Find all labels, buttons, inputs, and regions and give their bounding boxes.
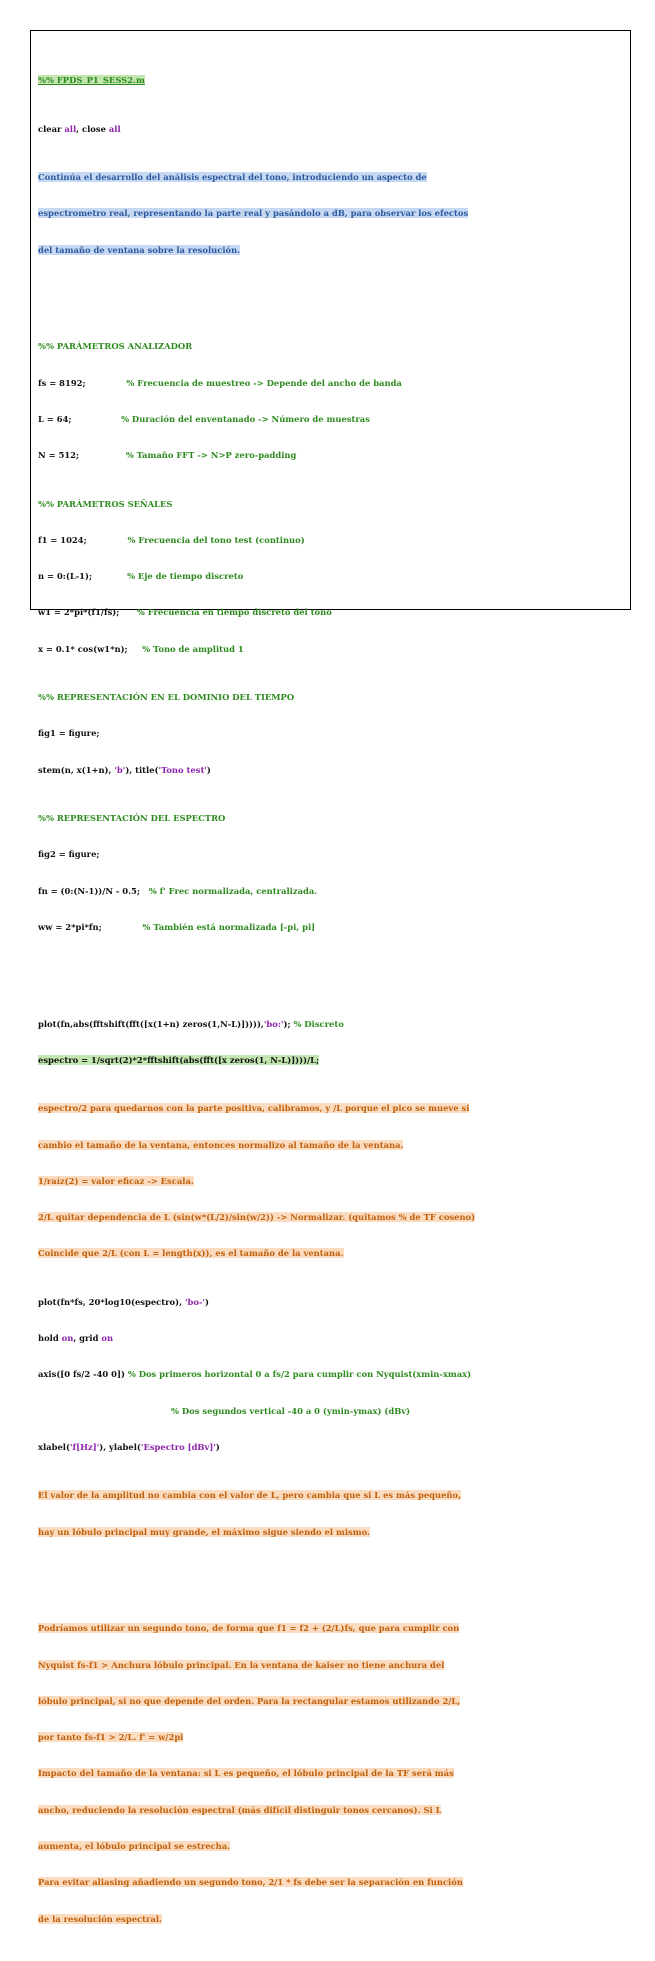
plot1-code-b: ); bbox=[283, 1018, 294, 1029]
f1-comment: % Frecuencia del tono test (continuo) bbox=[127, 534, 305, 545]
section-tiempo: %% REPRESENTACIÓN EN EL DOMINIO DEL TIEMPO bbox=[38, 692, 295, 703]
fn-line bbox=[38, 885, 624, 897]
axis-code: axis([0 fs/2 -40 0]) bbox=[38, 1369, 128, 1380]
blank-line bbox=[38, 292, 624, 304]
stem-line bbox=[38, 764, 624, 776]
L-code: L = 64; bbox=[38, 413, 122, 424]
section-senales: %% PARÁMETROS SEÑALES bbox=[38, 498, 173, 509]
ylabel-string: 'Espectro [dBv]' bbox=[140, 1441, 216, 1452]
L-line bbox=[38, 413, 624, 425]
L-comment: % Duración del enventanado -> Número de muestras bbox=[121, 413, 370, 424]
section-analizador: %% PARÁMETROS ANALIZADOR bbox=[38, 341, 193, 352]
n-comment: % Eje de tiempo discreto bbox=[127, 571, 244, 582]
orange-note-3-line-4 bbox=[38, 1731, 624, 1743]
grid-code: , grid bbox=[73, 1333, 102, 1344]
hold-on-keyword: on bbox=[61, 1333, 74, 1344]
orange-note-1-text-1: espectro/2 para quedarnos con la parte positiva, calibramos, y /L porque el pico se mueve si bbox=[38, 1103, 470, 1114]
axis-comment-1: % Dos primeros horizontal 0 a fs/2 para cumplir con Nyquist(xmin-xmax) bbox=[127, 1369, 472, 1380]
blue-comment-line-3 bbox=[38, 244, 624, 256]
ww-comment: % También está normalizada [-pi, pi] bbox=[142, 921, 316, 932]
orange-note-3-text-2: Nyquist fs-f1 > Anchura lóbulo principal. En la ventana de kaiser no tiene anchura del bbox=[38, 1659, 445, 1670]
orange-note-2-line-2 bbox=[38, 1526, 624, 1538]
fn-code: fn = (0:(N-1))/N - 0.5; bbox=[38, 885, 149, 896]
plot2-code-b: ) bbox=[205, 1296, 209, 1307]
orange-note-1-line-1 bbox=[38, 1102, 624, 1114]
plot2-string: 'bo-' bbox=[184, 1296, 205, 1307]
ww-code: ww = 2*pi*fn; bbox=[38, 921, 143, 932]
orange-note-3-text-9: de la resolución espectral. bbox=[38, 1913, 162, 1924]
orange-note-3-text-4: por tanto fs-f1 > 2/L. f' = w/2pi bbox=[38, 1732, 184, 1743]
orange-note-3-text-3: lóbulo principal, si no que depende del orden. Para la rectangular estamos utilizando 2/L, bbox=[38, 1695, 461, 1706]
code-body bbox=[38, 38, 624, 1961]
orange-note-3-text-5: Impacto del tamaño de la ventana: si L es pequeño, el lóbulo principal de la TF será más bbox=[38, 1768, 454, 1779]
blue-comment-line-1 bbox=[38, 171, 624, 183]
fs-code: fs = 8192; bbox=[38, 377, 127, 388]
orange-note-2-text-2: hay un lóbulo principal muy grande, el máximo sigue siendo el mismo. bbox=[38, 1526, 370, 1537]
fig2-line: fig2 = figure; bbox=[38, 849, 100, 860]
orange-note-1-line-5 bbox=[38, 1247, 624, 1259]
plot1-code: plot(fn,abs(fftshift(fft([x(1+n) zeros(1,N-L)])))), bbox=[38, 1018, 264, 1029]
grid-on-keyword: on bbox=[101, 1333, 114, 1344]
keyword-all-2: all bbox=[108, 123, 121, 134]
hold-grid-line bbox=[38, 1332, 624, 1344]
espectro-code: espectro = 1/sqrt(2)*2*fftshift(abs(fft([x zeros(1, N-L)])))/L; bbox=[38, 1054, 320, 1065]
orange-note-1-line-3 bbox=[38, 1175, 624, 1187]
labels-code-end: ) bbox=[215, 1441, 220, 1452]
w1-code: w1 = 2*pi*(f1/fs); bbox=[38, 607, 137, 618]
hold-code: hold bbox=[38, 1333, 62, 1344]
blank-line-3 bbox=[38, 1574, 624, 1586]
axis-line bbox=[38, 1368, 624, 1380]
code-clear: clear bbox=[38, 123, 65, 134]
axis-comment-line-2 bbox=[38, 1405, 624, 1417]
fn-comment: % f' Frec normalizada, centralizada. bbox=[148, 885, 318, 896]
f1-line bbox=[38, 534, 624, 546]
f1-code: f1 = 1024; bbox=[38, 534, 128, 545]
w1-comment: % Frecuencia en tiempo discreto del tono bbox=[136, 607, 332, 618]
orange-note-3-text-7: aumenta, el lóbulo principal se estrecha. bbox=[38, 1840, 231, 1851]
orange-note-1-text-3: 1/raíz(2) = valor eficaz -> Escala. bbox=[38, 1175, 194, 1186]
stem-code-a: stem(n, x(1+n), bbox=[38, 764, 115, 775]
stem-string-b: 'b' bbox=[114, 764, 126, 775]
N-comment: % Tamaño FFT -> N>P zero-padding bbox=[125, 450, 297, 461]
orange-note-3-line-6 bbox=[38, 1804, 624, 1816]
orange-note-3-line-5 bbox=[38, 1767, 624, 1779]
xlabel-string: 'f[Hz]' bbox=[69, 1441, 100, 1452]
ylabel-code: ), ylabel( bbox=[99, 1441, 141, 1452]
x-comment: % Tono de amplitud 1 bbox=[142, 643, 244, 654]
orange-note-3-text-8: Para evitar aliasing añadiendo un segundo tono, 2/1 * fs debe ser la separación en función bbox=[38, 1877, 463, 1888]
fs-comment: % Frecuencia de muestreo -> Depende del ancho de banda bbox=[126, 377, 402, 388]
file-title: %% FPDS_P1_SESS2.m bbox=[38, 75, 145, 86]
x-code: x = 0.1* cos(w1*n); bbox=[38, 643, 143, 654]
N-line bbox=[38, 449, 624, 461]
n-code: n = 0:(L-1); bbox=[38, 571, 128, 582]
orange-note-3-line-3 bbox=[38, 1695, 624, 1707]
stem-code-c: ) bbox=[206, 764, 211, 775]
w1-line bbox=[38, 606, 624, 618]
stem-string-title: 'Tono test' bbox=[158, 764, 207, 775]
keyword-all: all bbox=[64, 123, 77, 134]
clear-close-line bbox=[38, 123, 624, 135]
blank-line-2 bbox=[38, 969, 624, 981]
orange-note-3-line-7 bbox=[38, 1840, 624, 1852]
section-title-line bbox=[38, 74, 624, 86]
labels-line bbox=[38, 1441, 624, 1453]
orange-note-2-line-1 bbox=[38, 1489, 624, 1501]
orange-note-1-line-4 bbox=[38, 1211, 624, 1223]
code-close: , close bbox=[76, 123, 109, 134]
axis-comment-2: % Dos segundos vertical -40 a 0 (ymin-ymax) (dBv) bbox=[171, 1405, 411, 1416]
plot1-comment: % Discreto bbox=[293, 1018, 344, 1029]
orange-note-3-line-9 bbox=[38, 1913, 624, 1925]
blue-comment-text-3: del tamaño de ventana sobre la resolución. bbox=[38, 244, 241, 255]
orange-note-1-text-4: 2/L quitar dependencia de L (sin(w*(L/2)/sin(w/2)) -> Normalizar. (quitamos % de TF coseno) bbox=[38, 1212, 476, 1223]
n-line bbox=[38, 570, 624, 582]
blue-comment-text-2: espectrometro real, representando la parte real y pasándolo a dB, para observar los efectos bbox=[38, 208, 469, 219]
N-code: N = 512; bbox=[38, 450, 126, 461]
xlabel-code: xlabel( bbox=[38, 1441, 70, 1452]
orange-note-3-text-6: ancho, reduciendo la resolución espectral (más difícil distinguir tonos cercanos). Si L bbox=[38, 1804, 442, 1815]
orange-note-2-text-1: El valor de la amplitud no cambia con el valor de L, pero cambia que si L es más pequeño, bbox=[38, 1490, 462, 1501]
stem-code-b: ), title( bbox=[125, 764, 159, 775]
orange-note-3-line-8 bbox=[38, 1876, 624, 1888]
x-line bbox=[38, 643, 624, 655]
plot2-code: plot(fn*fs, 20*log10(espectro), bbox=[38, 1296, 185, 1307]
plot2-line bbox=[38, 1296, 624, 1308]
blue-comment-text-1: Continúa el desarrollo del análisis espectral del tono, introduciendo un aspecto de bbox=[38, 172, 427, 183]
orange-note-3-text-1: Podríamos utilizar un segundo tono, de forma que f1 = f2 + (2/L)fs, que para cumplir con bbox=[38, 1623, 460, 1634]
section-espectro: %% REPRESENTACIÓN DEL ESPECTRO bbox=[38, 813, 226, 823]
fs-line bbox=[38, 377, 624, 389]
ww-line bbox=[38, 921, 624, 933]
fig1-line: fig1 = figure; bbox=[38, 728, 100, 739]
blue-comment-line-2 bbox=[38, 207, 624, 219]
orange-note-1-line-2 bbox=[38, 1139, 624, 1151]
orange-note-3-line-1 bbox=[38, 1622, 624, 1634]
plot1-string: 'bo:' bbox=[263, 1018, 284, 1029]
code-document-frame bbox=[30, 30, 631, 1924]
espectro-line bbox=[38, 1054, 624, 1066]
orange-note-3-line-2 bbox=[38, 1659, 624, 1671]
orange-note-1-text-5: Coincide que 2/L (con L = length(x)), es el tamaño de la ventana. bbox=[38, 1248, 344, 1259]
orange-note-1-text-2: cambio el tamaño de la ventana, entonces normalizo al tamaño de la ventana. bbox=[38, 1139, 404, 1150]
plot1-line bbox=[38, 1018, 624, 1030]
